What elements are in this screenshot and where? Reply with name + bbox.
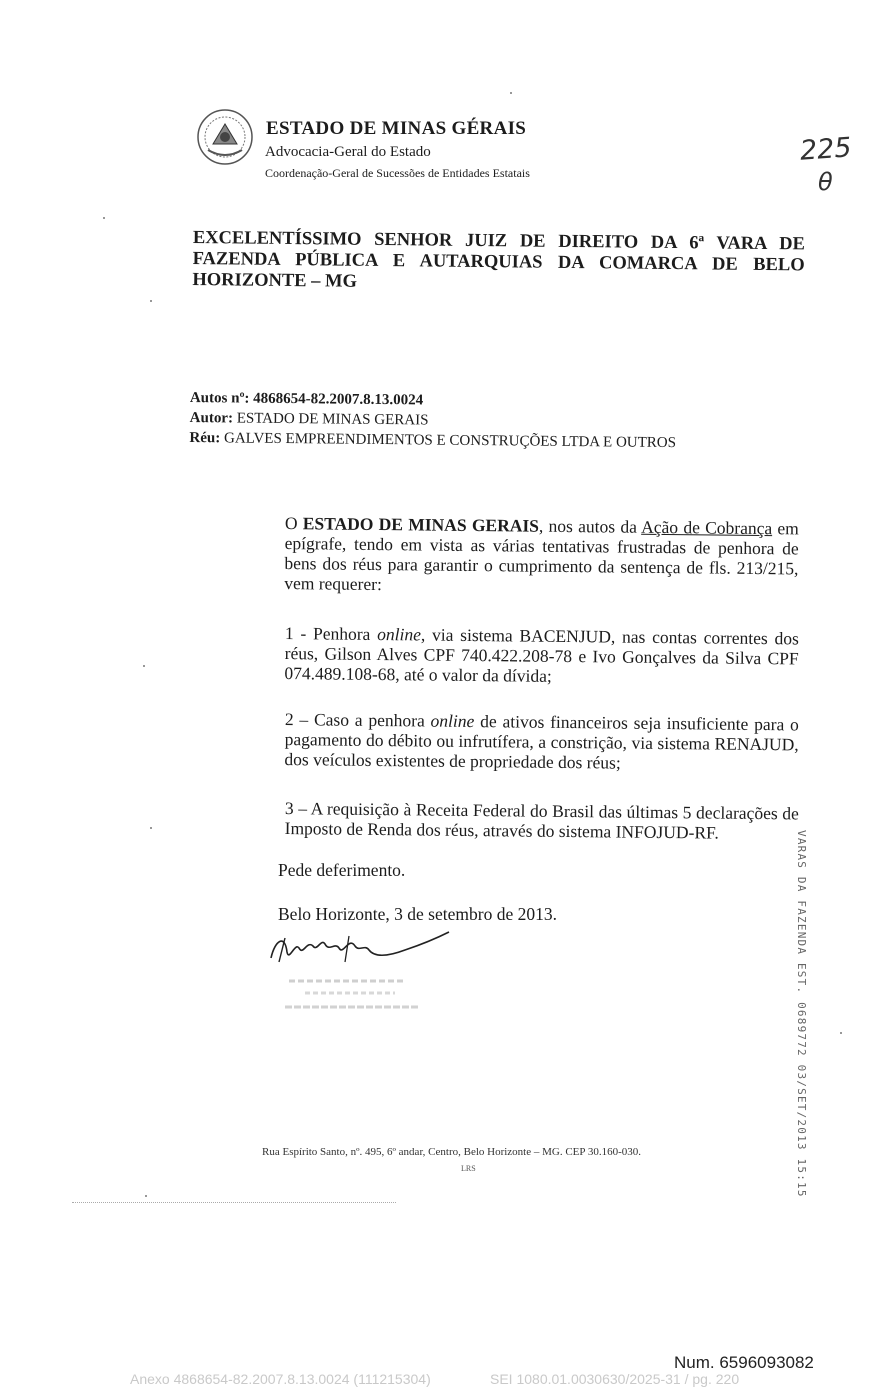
- scan-speck: [840, 1032, 842, 1034]
- action-name: Ação de Cobrança: [641, 516, 773, 539]
- addressee-line-3: HORIZONTE – MG: [192, 269, 358, 292]
- case-autor: Autor: ESTADO DE MINAS GERAIS: [189, 409, 429, 429]
- annex-reference: Anexo 4868654-82.2007.8.13.0024 (111215304): [130, 1371, 431, 1387]
- footer-divider: [72, 1202, 396, 1203]
- handwritten-page-number: 225: [798, 132, 853, 167]
- scan-speck: [103, 217, 105, 219]
- paragraph-item-3: 3 – A requisição à Receita Federal do Brasil das últimas 5 declarações de Imposto de Renda dos réus, através do sistema INFOJUD-RF.: [284, 798, 799, 843]
- header-department: Coordenação-Geral de Sucessões de Entidades Estatais: [265, 166, 530, 180]
- scan-speck: [150, 827, 152, 829]
- faint-name-stamp: [285, 975, 425, 1017]
- protocol-stamp-vertical: VARAS DA FAZENDA EST. 0689772 03/SET/2013 15:15: [795, 830, 808, 1198]
- addressee-line-1: EXCELENTÍSSIMO SENHOR JUIZ DE DIREITO DA 6ª VARA DE: [192, 228, 805, 255]
- date-line: Belo Horizonte, 3 de setembro de 2013.: [278, 904, 557, 924]
- scan-speck: [145, 1195, 147, 1197]
- coat-of-arms-seal-icon: [196, 108, 254, 166]
- footer-initials: LRS: [461, 1164, 476, 1173]
- header-subtitle: Advocacia-Geral do Estado: [265, 144, 431, 160]
- handwritten-signature: [265, 922, 455, 970]
- scan-speck: [510, 92, 512, 94]
- case-autos: Autos nº: 4868654-82.2007.8.13.0024: [189, 389, 424, 409]
- paragraph-intro: O ESTADO DE MINAS GERAIS, nos autos da Ação de Cobrança em epígrafe, tendo em vista as várias tentativas frustradas de penhora de bens dos réus para garantir o cumprimento da sentença de fls. 213/215, vem requerer:: [284, 513, 799, 595]
- footer-address: Rua Espírito Santo, nº. 495, 6º andar, Centro, Belo Horizonte – MG. CEP 30.160-030.: [262, 1146, 642, 1158]
- case-info: [189, 388, 676, 453]
- document-number: Num. 6596093082: [674, 1353, 814, 1372]
- handwritten-page-mark: θ: [818, 168, 833, 196]
- paragraph-item-1: 1 - Penhora online, via sistema BACENJUD, nas contas correntes dos réus, Gilson Alves CPF 740.422.208-78 e Ivo Gonçalves da Silva CPF 074.489.108-68, até o valor da dívida;: [284, 623, 799, 686]
- scan-speck: [143, 665, 145, 667]
- header-title: ESTADO DE MINAS GÉRAIS: [266, 118, 527, 139]
- sei-reference: SEI 1080.01.0030630/2025-31 / pg. 220: [490, 1371, 740, 1387]
- case-reu: Réu: GALVES EMPREENDIMENTOS E CONSTRUÇÕES LTDA E OUTROS: [189, 429, 677, 452]
- addressee-block: [192, 228, 805, 297]
- closing-text: Pede deferimento.: [278, 860, 406, 880]
- paragraph-item-2: 2 – Caso a penhora online de ativos financeiros seja insuficiente para o pagamento do débito ou infrutífera, a constrição, via sistema RENAJUD, dos veículos existentes de propriedade dos réus;: [284, 709, 799, 773]
- addressee-line-2: FAZENDA PÚBLICA E AUTARQUIAS DA COMARCA DE BELO: [192, 248, 805, 276]
- scan-speck: [150, 300, 152, 302]
